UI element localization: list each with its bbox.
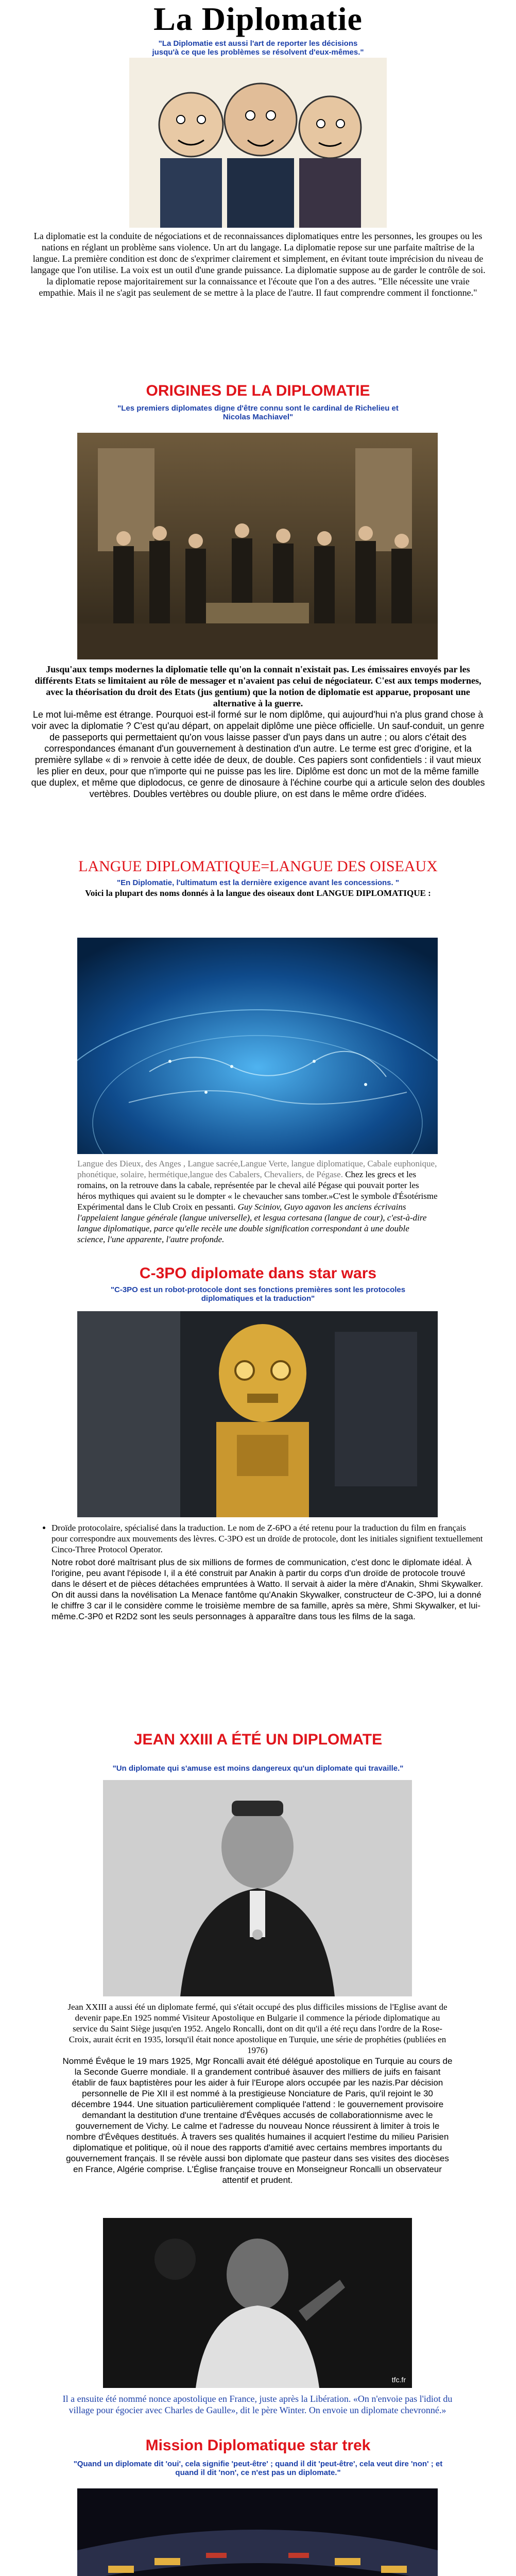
langue-text-block — [77, 1158, 438, 1245]
c3po-quote: "C-3PO est un robot-protocole dont ses fonctions premières sont les protocoles diplomatiques et la traduction" — [110, 1285, 406, 1303]
origines-title: ORIGINES DE LA DIPLOMATIE — [146, 382, 370, 399]
c3po-text-block — [41, 1522, 484, 1622]
langue-gray-text: Langue des Dieux, des Anges , Langue sacrée,Langue Verte, langue diplomatique, Cabale euphonique, phonétique, solaire, hermétique,langue des Cabalers, Chevaliers, de Pégase. — [77, 1159, 437, 1179]
jean-header — [0, 1731, 516, 1773]
startrek-title: Mission Diplomatique star trek — [145, 2437, 371, 2454]
langue-quote: "En Diplomatie, l'ultimatum est la dernière exigence avant les concessions. " — [117, 878, 399, 887]
world-globe-image — [77, 938, 438, 1154]
intro-text-block — [29, 230, 487, 298]
origines-paragraph: Le mot lui-même est étrange. Pourquoi est-il formé sur le nom diplôme, qui aujourd'hui n'a plus grand chose à voir avec la diplomatie ? C'est qu'au départ, on appelait diplôme une pièce officielle. Un sauf-conduit, un genre de passeports qui permettaient qu'on vous laisse passer d'un pays dans un autre ; ou alors c'était des correspondances émanant d'un gouvernement à destination d'un autre. Le terme est grec d'origine, et la première syllabe « di » renvoie à cette idée de deux, de double. Ces papiers sont confidentiels : il vaut mieux les plier en deux, pour que n'importe qui ne puisse pas les lire. Diplôme est donc un mot de la même famille que duplex, et même que diplodocus, ce genre de dinosaure à l'échine courbe qui a articule selon des doubles vertèbres. Doubles vertèbres ou double pliure, on est dans le même ordre d'idées. — [31, 709, 485, 799]
origines-text-block — [29, 664, 487, 800]
c3po-title: C-3PO diplomate dans star wars — [139, 1265, 377, 1282]
c3po-paragraph: Notre robot doré maîtrisant plus de six millions de formes de communication, c'est donc le diplomate idéal. À l'origine, peu avant l'épisode I, il a été construit par Anakin à partir du corps d'un droïde de protocole trouvé dans le désert et de pièces détachées empruntées à Watto. Il servait à aider la mère d'Anakin, Shmi Skywalker. On dit aussi dans la novélisation La Menace fantôme qu'Anakin Skywalker, constructeur de C-3PO, lui a donné le chiffre 3 car il le considère comme le troisième membre de sa famille, après sa mère, Shmi Skywalker, et lui-même.C-3P0 et R2D2 sont les seuls personnages à apparaître dans tous les films de la saga. — [51, 1557, 483, 1621]
c3po-header — [0, 1265, 516, 1303]
jean-title: JEAN XXIII A ÉTÉ UN DIPLOMATE — [133, 1731, 383, 1748]
c3po-bullet: • Droïde protocolaire, spécialisé dans la traduction. Le nom de Z-6PO a été retenu pour la traduction du film en français pour correspondre aux mouvements des lèvres. C-3PO est un droïde de protocole, dont les initiales signifient textuellement Cinco-Three Protocol Operator. — [51, 1522, 484, 1555]
jean-quote: "Un diplomate qui s'amuse est moins dangereux qu'un diplomate qui travaille." — [112, 1764, 404, 1773]
startrek-bridge-image — [77, 2488, 438, 2576]
caricature-image — [129, 58, 387, 228]
jean-paragraph-3: Il a ensuite été nommé nonce apostolique en France, juste après la Libération. «On n'envoie pas l'idiot du village pour égocier avec Charles de Gaulle», dit le père Winter. On envoie un diplomate chevronné.» — [62, 2394, 453, 2415]
jean-text-block-2 — [51, 2393, 463, 2416]
image-credit: tfc.fr — [391, 2376, 406, 2384]
langue-header — [0, 858, 516, 899]
langue-paragraph: Chez les grecs et les romains, on la retrouve dans la cabale, représentée par le cheval ailé Pégase qui pouvait porter les héros mythiques qui avaient su le dompter « le chevaucher sans tomber.»C'est le symbole d'Ésotérisme Expérimental dans le Club Croix en pessanti. — [77, 1170, 438, 1212]
jean-paragraph-2: Nommé Évêque le 19 mars 1925, Mgr Roncalli avait été délégué apostolique en Turquie au cours de la Seconde Guerre mondiale. Il a grandement contribué àsauver des milliers de juifs en faisant établir de faux baptistères pour les aider à fuir l'Europe alors occupée par les nazis.Par décision personnelle de Pie XII il est nommé à la prestigieuse Nonciature de Paris, qu'il rejoint le 30 décembre 1944. Une situation particulièrement compliquée l'attend : le gouvernement provisoire demandant la destitution d'une trentaine d'Évêques accusés de collaborationnisme avec le gouvernement de Vichy. Le calme et l'adresse du nouveau Nonce réussirent à limiter à trois le nombre d'Évêques destitués. À travers ses qualités humaines il acquiert l'estime du milieu Parisien diplomatique et politique, où il noue des rapports d'amitié avec certains membres importants du gouvernement français. Il se révèle aussi bon diplomate que pasteur dans ses visites des diocèses en France, Algérie comprise. L'Église française trouve en Monseigneur Roncalli un observateur attentif et prudent. — [62, 2056, 453, 2185]
langue-italic-text: Guy Sciniov, Guyo agavon les anciens écrivains l'appelaient langue générale (langue universelle), et lesgua cortesana (langue de cour), c'est-à-dire langue diplomatique, parce qu'elle recèle une double signification correspondant à une double science, l'une apparente, l'autre profonde. — [77, 1202, 427, 1244]
intro-paragraph: La diplomatie est la conduite de négociations et de reconnaissances diplomatiques entre les personnes, les groupes ou les nations en réglant un problème sans violence. Un art du langage. La diplomatie repose sur une parfaite maîtrise de la langue. La première condition est donc de s'exprimer clairement et simplement, en évitant toute imprécision du niveau de langage que l'on utilise. La voix est un outil d'une grande puissance. La diplomatie suppose au de garder le contrôle de soi. la diplomatie repose majoritairement sur la connaissance et l'écoute que l'on a des autres. "Elle nécessite une vraie empathie. Mais il ne s'agit pas seulement de se mettre à la place de l'autre. Il faut comprendre comment il fonctionne." — [30, 231, 486, 298]
startrek-header — [0, 2437, 516, 2477]
intro-quote: "La Diplomatie est aussi l'art de reporter les décisions jusqu'à ce que les problèmes se résolvent d'eux-mêmes." — [152, 39, 364, 57]
langue-bold-text: Voici la plupart des noms donnés à la langue des oiseaux dont LANGUE DIPLOMATIQUE : — [85, 888, 431, 898]
pope-blessing-image — [103, 2218, 412, 2388]
langue-title: LANGUE DIPLOMATIQUE=LANGUE DES OISEAUX — [78, 858, 438, 875]
jean-paragraph-1: Jean XXIII a aussi été un diplomate fermé, qui s'était occupé des plus difficiles missions de l'Eglise avant de devenir pape.En 1925 nommé Visiteur Apostolique en Bulgarie il commence la période diplomatique au service du Saint Siège jusqu'en 1952. Angelo Roncalli, dont on dit qu'il a été reçu dans l'ordre de la Rose-Croix, aurait écrit en 1935, lorsqu'il était nonce apostolique en Turquie, une série de prophéties (publiées en 1976) — [67, 2002, 448, 2055]
page-title: La Diplomatie — [153, 1, 363, 37]
jean-text-block — [62, 2002, 453, 2185]
origines-quote: "Les premiers diplomates digne d'être connu sont le cardinal de Richelieu et Nicolas Machiavel" — [117, 404, 399, 421]
header — [0, 0, 516, 57]
congress-painting-image — [77, 433, 438, 659]
origines-bold-paragraph: Jusqu'aux temps modernes la diplomatie telle qu'on la connait n'existait pas. Les émissaires envoyés par les différents Etats se limitaient au rôle de messager et n'avaient pas celui de négociateur. C'est aux temps modernes, avec la théorisation du droit des Etats (jus gentium) que la notion de diplomatie est apparue, proposant une alternative à la guerre. — [35, 664, 481, 708]
c3po-image — [77, 1311, 438, 1517]
startrek-quote: "Quand un diplomate dit 'oui', cela signifie 'peut-être' ; quand il dit 'peut-être', cela veut dire 'non' ; et quand il dit 'non', ce n'est pas un diplomate." — [73, 2460, 443, 2477]
c3po-bullet-list — [41, 1522, 484, 1555]
pope-photo-image — [103, 1780, 412, 1996]
origines-header — [0, 382, 516, 421]
